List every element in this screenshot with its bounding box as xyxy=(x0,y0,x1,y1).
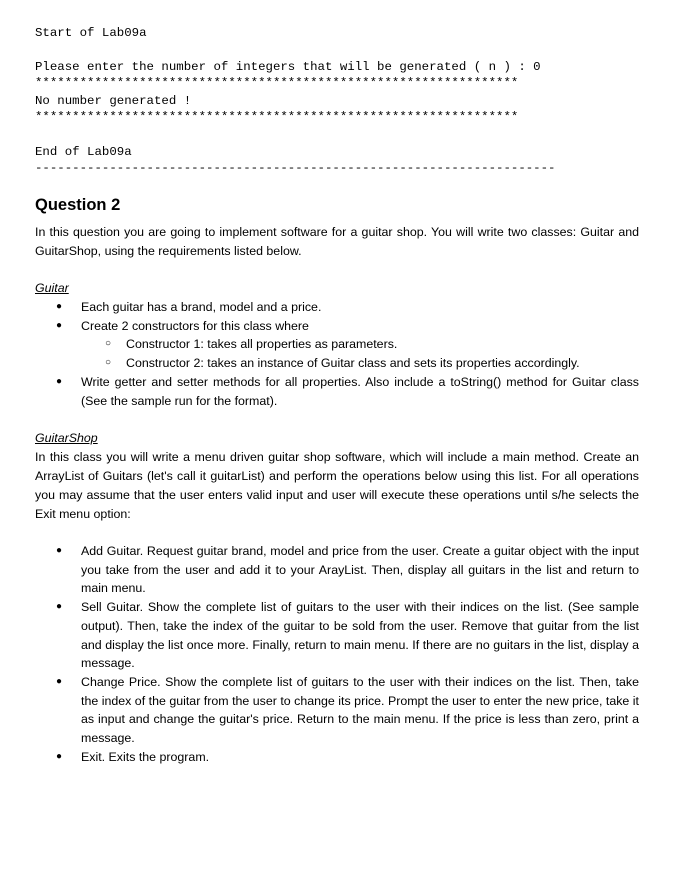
guitar-label: Guitar xyxy=(35,281,69,295)
console-prompt: Please enter the number of integers that will be generated ( n ) : 0 xyxy=(35,60,541,74)
list-item: ● Create 2 constructors for this class where ○ Constructor 1: takes all properties as parameters. ○ Constructor 2: takes an instance of Guitar class and sets its properties accordingly. xyxy=(35,317,639,373)
list-item: ● Sell Guitar. Show the complete list of guitars to the user with their indices on the list. (See sample output). Then, take the index of the guitar to be sold from the user. Remove that guitar from the list and display the list once more. Finally, return to main menu. If there are no guitars in the list, display a message. xyxy=(35,598,639,673)
list-item: ○ Constructor 1: takes all properties as parameters. xyxy=(81,335,639,354)
question-intro: In this question you are going to implement software for a guitar shop. You will write two classes: Guitar and GuitarShop, using the requirements listed below. xyxy=(35,225,639,258)
list-item: ● Change Price. Show the complete list of guitars to the user with their indices on the list. Then, take the index of the guitar from the user to change its price. Prompt the user to enter the new price, take it as input and change the guitar's price. Return to the main menu. If the price is less than zero, print a message. xyxy=(35,673,639,748)
guitarshop-intro: In this class you will write a menu driven guitar shop software, which will include a main method. Create an ArrayList of Guitars (let's call it guitarList) and perform the operations below using this list. For all operations you may assume that the user enters valid input and user will execute these operations until s/he selects the Exit menu option: xyxy=(35,450,639,521)
question-title: Question 2 xyxy=(35,196,121,214)
list-item: ○ Constructor 2: takes an instance of Guitar class and sets its properties accordingly. xyxy=(81,354,639,373)
list-item: ● Each guitar has a brand, model and a price. xyxy=(35,298,639,317)
list-item: ● Add Guitar. Request guitar brand, model and price from the user. Create a guitar object with the input you take from the user and add it to your ArayList. Then, display all guitars in the list and return to main menu. xyxy=(35,542,639,598)
console-end: End of Lab09a xyxy=(35,145,132,159)
guitarshop-label: GuitarShop xyxy=(35,431,98,445)
list-item: ● Write getter and setter methods for all properties. Also include a toString() method for Guitar class (See the sample run for the format). xyxy=(35,373,639,410)
list-item: ● Exit. Exits the program. xyxy=(35,748,639,767)
console-no-number: No number generated ! xyxy=(35,94,192,108)
console-dashes: ---------------------------------------------------------------------- xyxy=(35,161,556,175)
constructor-list xyxy=(81,335,639,372)
guitar-requirements xyxy=(35,298,639,410)
console-start: Start of Lab09a xyxy=(35,26,147,40)
guitarshop-operations xyxy=(35,542,639,766)
console-stars-bottom: ***************************************************************** xyxy=(35,110,519,124)
console-stars-top: ***************************************************************** xyxy=(35,76,519,90)
